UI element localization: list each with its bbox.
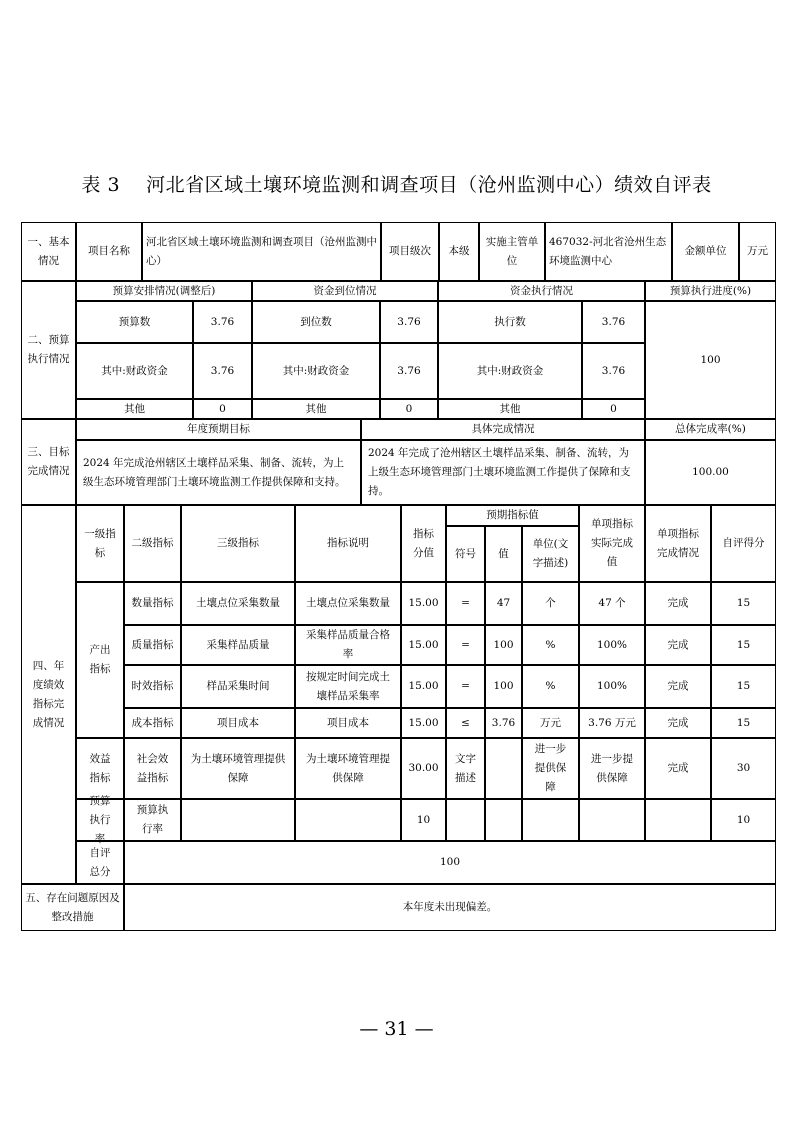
budget-rate-score: 10 (401, 799, 446, 841)
table-row-desc: 项目成本 (295, 708, 401, 738)
table-row-l3: 土壤点位采集数量 (181, 582, 295, 625)
other-value-3: 0 (582, 399, 645, 419)
budget-rate-l2: 预算执行率 (124, 799, 181, 841)
benefit-desc: 为土壤环境管理提供保障 (295, 738, 401, 799)
level-label: 项目级次 (381, 222, 439, 281)
benefit-value (485, 738, 522, 799)
output-indicator-label: 产出指标 (76, 582, 124, 738)
total-label: 自评总分 (76, 841, 124, 884)
benefit-indicator-label: 效益指标 (76, 738, 124, 799)
exec-label: 执行数 (438, 301, 582, 343)
section-goal: 三、目标完成情况 (21, 419, 76, 505)
table-row-l2: 质量指标 (124, 625, 181, 665)
table-row-status: 完成 (645, 625, 711, 665)
fiscal-value-3: 3.76 (582, 343, 645, 399)
h-level3: 三级指标 (181, 505, 295, 582)
table-row-l2: 成本指标 (124, 708, 181, 738)
table-row-value: 47 (485, 582, 522, 625)
table-row-unit: 万元 (522, 708, 579, 738)
fiscal-label-1: 其中:财政资金 (76, 343, 193, 399)
budget-rate-value (485, 799, 522, 841)
h-score: 指标分值 (401, 505, 446, 582)
budget-rate-desc (295, 799, 401, 841)
budget-rate-l1: 预算执行率 (76, 799, 124, 841)
table-row-status: 完成 (645, 582, 711, 625)
progress-value: 100 (645, 301, 776, 419)
h-desc: 指标说明 (295, 505, 401, 582)
h-value: 值 (485, 526, 522, 582)
other-label-3: 其他 (438, 399, 582, 419)
budget-rate-actual (579, 799, 645, 841)
table-row-self: 15 (711, 665, 776, 708)
table-row-actual: 3.76 万元 (579, 708, 645, 738)
benefit-score: 30.00 (401, 738, 446, 799)
benefit-unit: 进一步提供保障 (522, 738, 579, 799)
h-self-score: 自评得分 (711, 505, 776, 582)
table-row-actual: 100% (579, 625, 645, 665)
benefit-self: 30 (711, 738, 776, 799)
dept-label: 实施主管单位 (479, 222, 545, 281)
h-level1: 一级指标 (76, 505, 124, 582)
section-indicators: 四、年度绩效指标完成情况 (21, 505, 76, 884)
project-name-label: 项目名称 (76, 222, 142, 281)
table-row-score: 15.00 (401, 625, 446, 665)
table-row-status: 完成 (645, 665, 711, 708)
level-value: 本级 (439, 222, 479, 281)
budget-rate-self: 10 (711, 799, 776, 841)
annual-goal-text: 2024 年完成沧州辖区土壤样品采集、制备、流转，为上级生态环境管理部门土壤环境监测工作提供保障和支持。 (76, 440, 361, 505)
table-row-self: 15 (711, 582, 776, 625)
table-row-self: 15 (711, 625, 776, 665)
section-basic: 一、基本情况 (21, 222, 76, 281)
project-name: 河北省区域土壤环境监测和调查项目（沧州监测中心） (142, 222, 381, 281)
table-row-score: 15.00 (401, 708, 446, 738)
arrive-label: 到位数 (252, 301, 380, 343)
header-actual: 具体完成情况 (361, 419, 645, 440)
header-rate: 总体完成率(%) (645, 419, 776, 440)
table-row-desc: 按规定时间完成土壤样品采集率 (295, 665, 401, 708)
h-unit: 单位(文字描述) (522, 526, 579, 582)
table-title: 河北省区域土壤环境监测和调查项目（沧州监测中心）绩效自评表 (146, 174, 712, 196)
section-issues: 五、存在问题原因及整改措施 (21, 884, 124, 931)
h-expected: 预期指标值 (446, 505, 579, 526)
header-exec: 资金执行情况 (438, 281, 645, 301)
arrive-value: 3.76 (380, 301, 438, 343)
table-row-l3: 样品采集时间 (181, 665, 295, 708)
budget-label: 预算数 (76, 301, 193, 343)
exec-value: 3.76 (582, 301, 645, 343)
unit-value: 万元 (739, 222, 776, 281)
benefit-symbol: 文字描述 (446, 738, 485, 799)
table-row-unit: 个 (522, 582, 579, 625)
total-value: 100 (124, 841, 776, 884)
h-actual: 单项指标实际完成值 (579, 505, 645, 582)
fiscal-value-2: 3.76 (380, 343, 438, 399)
table-number: 表 3 (81, 174, 121, 196)
table-row-l3: 项目成本 (181, 708, 295, 738)
table-row-l2: 数量指标 (124, 582, 181, 625)
header-arrive: 资金到位情况 (252, 281, 438, 301)
table-row-score: 15.00 (401, 582, 446, 625)
h-level2: 二级指标 (124, 505, 181, 582)
budget-rate-status (645, 799, 711, 841)
budget-rate-l3 (181, 799, 295, 841)
header-arrange: 预算安排情况(调整后) (76, 281, 252, 301)
dept-value: 467032-河北省沧州生态环境监测中心 (545, 222, 672, 281)
table-row-status: 完成 (645, 708, 711, 738)
header-annual-goal: 年度预期目标 (76, 419, 361, 440)
fiscal-label-3: 其中:财政资金 (438, 343, 582, 399)
table-row-value: 100 (485, 625, 522, 665)
fiscal-value-1: 3.76 (193, 343, 252, 399)
section-budget: 二、预算执行情况 (21, 281, 76, 419)
table-row-value: 3.76 (485, 708, 522, 738)
table-row-actual: 100% (579, 665, 645, 708)
benefit-l2: 社会效益指标 (124, 738, 181, 799)
table-row-symbol: = (446, 625, 485, 665)
table-row-score: 15.00 (401, 665, 446, 708)
page-title (0, 170, 793, 197)
other-label-2: 其他 (252, 399, 380, 419)
table-row-l3: 采集样品质量 (181, 625, 295, 665)
h-status: 单项指标完成情况 (645, 505, 711, 582)
budget-value: 3.76 (193, 301, 252, 343)
h-symbol: 符号 (446, 526, 485, 582)
other-value-1: 0 (193, 399, 252, 419)
table-row-symbol: = (446, 665, 485, 708)
header-progress: 预算执行进度(%) (645, 281, 776, 301)
benefit-actual: 进一步提供保障 (579, 738, 645, 799)
rate-value: 100.00 (645, 440, 776, 505)
table-row-unit: % (522, 625, 579, 665)
table-row-l2: 时效指标 (124, 665, 181, 708)
table-row-desc: 采集样品质量合格率 (295, 625, 401, 665)
other-label-1: 其他 (76, 399, 193, 419)
table-row-unit: % (522, 665, 579, 708)
table-row-symbol: = (446, 582, 485, 625)
page-number: — 31 — (359, 1018, 434, 1040)
benefit-l3: 为土壤环境管理提供保障 (181, 738, 295, 799)
other-value-2: 0 (380, 399, 438, 419)
budget-rate-unit (522, 799, 579, 841)
unit-label: 金额单位 (672, 222, 739, 281)
table-row-self: 15 (711, 708, 776, 738)
issues-text: 本年度未出现偏差。 (124, 884, 776, 931)
benefit-status: 完成 (645, 738, 711, 799)
budget-rate-symbol (446, 799, 485, 841)
actual-text: 2024 年完成了沧州辖区土壤样品采集、制备、流转，为上级生态环境管理部门土壤环境监测工作提供了保障和支持。 (361, 440, 645, 505)
fiscal-label-2: 其中:财政资金 (252, 343, 380, 399)
table-row-desc: 土壤点位采集数量 (295, 582, 401, 625)
table-row-symbol: ≤ (446, 708, 485, 738)
table-row-value: 100 (485, 665, 522, 708)
table-row-actual: 47 个 (579, 582, 645, 625)
